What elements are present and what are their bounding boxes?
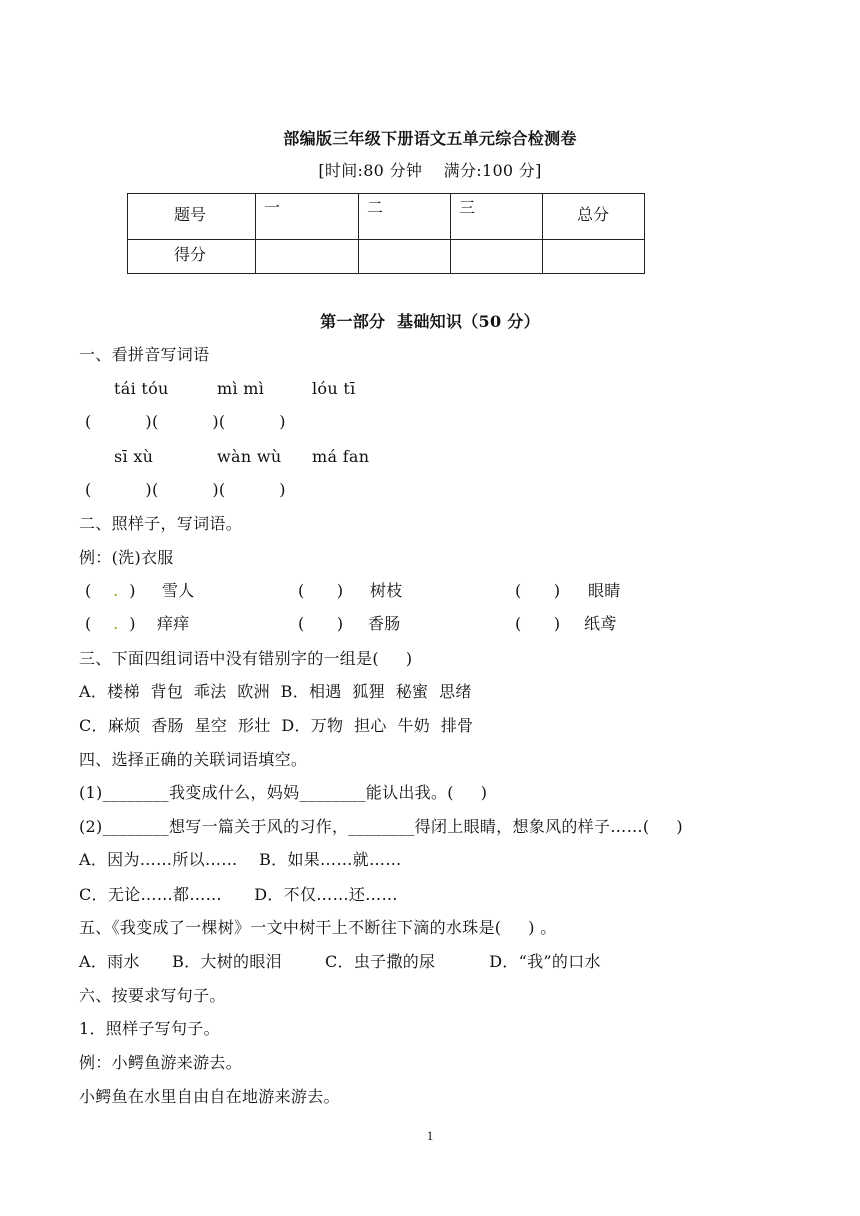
q2-paren-5: ( ) bbox=[298, 614, 344, 633]
q1-pinyin-2: mì mì bbox=[217, 379, 265, 398]
q1-blank-row-1: ( )( )( ) bbox=[85, 412, 286, 431]
q1-pinyin-5: wàn wù bbox=[217, 447, 282, 466]
q4-heading: 四、选择正确的关联词语填空。 bbox=[79, 750, 308, 769]
part1-title: 第一部分 基础知识（50 分） bbox=[320, 312, 540, 331]
q1-pinyin-1: tái tóu bbox=[114, 379, 169, 398]
q2-paren-6: ( ) bbox=[515, 614, 561, 633]
q4-options-1: A．因为……所以…… B．如果……就…… bbox=[79, 850, 402, 869]
q2-paren-1: ( . ) bbox=[85, 581, 136, 600]
score-cell-3 bbox=[451, 240, 543, 274]
q2-item-2: 树枝 bbox=[370, 581, 403, 600]
score-header-3: 三 bbox=[451, 194, 543, 240]
time-info: [时间:80 分钟 满分:100 分] bbox=[318, 161, 542, 180]
score-cell-2 bbox=[359, 240, 451, 274]
q1-heading: 一、看拼音写词语 bbox=[79, 345, 210, 364]
q2-heading: 二、照样子，写词语。 bbox=[79, 514, 243, 533]
q1-blank-row-2: ( )( )( ) bbox=[85, 480, 286, 499]
q2-paren-4: ( . ) bbox=[85, 614, 136, 633]
q1-pinyin-3: lóu tī bbox=[312, 379, 356, 398]
score-cell-total bbox=[543, 240, 645, 274]
q2-item-3: 眼睛 bbox=[588, 581, 621, 600]
score-header-label: 题号 bbox=[128, 194, 256, 240]
score-header-2: 二 bbox=[359, 194, 451, 240]
page-number: 1 bbox=[426, 1128, 434, 1143]
q2-paren-2: ( ) bbox=[298, 581, 344, 600]
score-cell-1 bbox=[256, 240, 359, 274]
q5-options: A．雨水 B．大树的眼泪 C．虫子撒的尿 D．“我”的口水 bbox=[79, 952, 601, 971]
q4-item-1: (1)________我变成什么，妈妈________能认出我。( ) bbox=[79, 783, 488, 802]
q5-heading: 五、《我变成了一棵树》一文中树干上不断往下滴的水珠是( ) 。 bbox=[79, 918, 557, 937]
q6-example-answer: 小鳄鱼在水里自由自在地游来游去。 bbox=[79, 1087, 340, 1106]
q2-item-6: 纸鸢 bbox=[584, 614, 617, 633]
score-header-total: 总分 bbox=[543, 194, 645, 240]
q4-options-2: C．无论……都…… D．不仅……还…… bbox=[79, 885, 398, 904]
q2-item-1: 雪人 bbox=[162, 581, 195, 600]
q2-item-4: 痒痒 bbox=[157, 614, 190, 633]
q1-pinyin-6: má fan bbox=[312, 447, 370, 466]
q3-options-2: C．麻烦 香肠 星空 形壮 D．万物 担心 牛奶 排骨 bbox=[79, 716, 474, 735]
q2-example: 例：(洗)衣服 bbox=[79, 548, 174, 567]
q2-paren-3: ( ) bbox=[515, 581, 561, 600]
q3-options-1: A．楼梯 背包 乖法 欧洲 B．相遇 狐狸 秘蜜 思绪 bbox=[79, 682, 472, 701]
q6-example: 例：小鳄鱼游来游去。 bbox=[79, 1053, 243, 1072]
q6-sub-1: 1．照样子写句子。 bbox=[79, 1019, 220, 1038]
q3-heading: 三、下面四组词语中没有错别字的一组是( ) bbox=[79, 649, 413, 668]
q2-item-5: 香肠 bbox=[368, 614, 401, 633]
q4-item-2: (2)________想写一篇关于风的习作，________得闭上眼睛，想象风的样子……( ) bbox=[79, 817, 683, 836]
q6-heading: 六、按要求写句子。 bbox=[79, 986, 226, 1005]
q1-pinyin-4: sī xù bbox=[114, 447, 154, 466]
score-row-label: 得分 bbox=[128, 240, 256, 274]
score-header-1: 一 bbox=[256, 194, 359, 240]
document-title: 部编版三年级下册语文五单元综合检测卷 bbox=[283, 129, 577, 148]
score-table bbox=[127, 193, 645, 274]
